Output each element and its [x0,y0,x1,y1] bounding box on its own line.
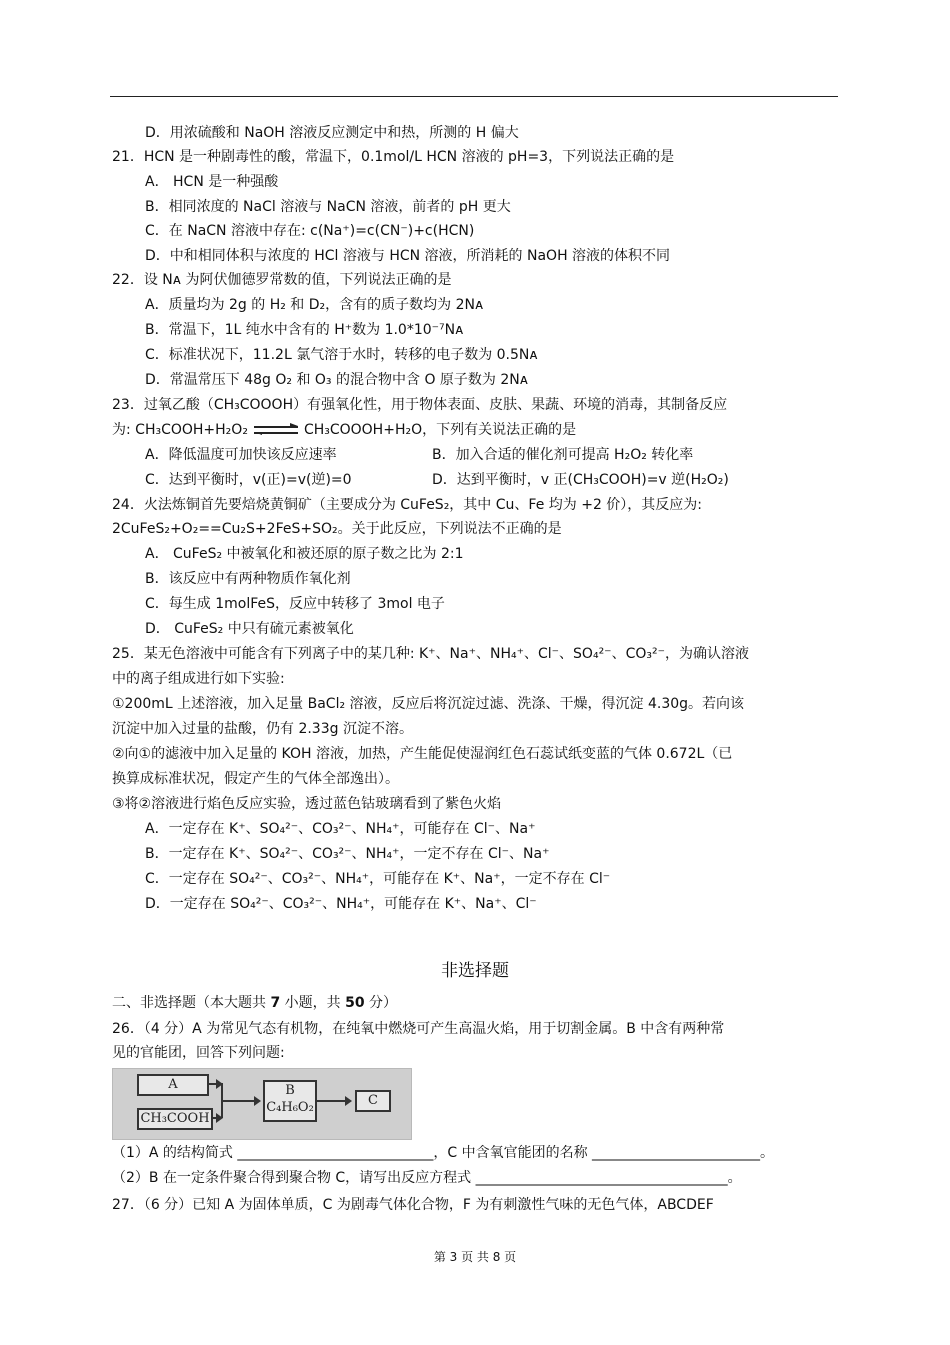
header-rule [110,96,838,97]
text-line: 换算成标准状况，假定产生的气体全部逸出）。 [112,771,399,787]
sub-question-1: （1）A 的结构简式 ____________________________，C 中含氧官能团的名称 ________________________。 [112,1145,775,1161]
question-22: 22．设 Nᴀ 为阿伏伽德罗常数的值，下列说法正确的是 [112,272,452,288]
question-23: 23．过氧乙酸（CH₃COOOH）有强氧化性，用于物体表面、皮肤、果蔬、环境的消毒，其制备反应 [112,397,728,413]
option-line: C．一定存在 SO₄²⁻、CO₃²⁻、NH₄⁺，可能存在 K⁺、Na⁺，一定不存在 Cl⁻ [145,871,611,887]
text-line: ①200mL 上述溶液，加入足量 BaCl₂ 溶液，反应后将沉淀过滤、洗涤、干燥，得沉淀 4.30g。若向该 [112,696,745,712]
option-line: A．质量均为 2g 的 H₂ 和 D₂，含有的质子数均为 2Nᴀ [145,297,484,313]
question-24: 24．火法炼铜首先要焙烧黄铜矿（主要成分为 CuFeS₂，其中 Cu、Fe 均为 +2 价），其反应为: [112,497,703,513]
option-line: D．一定存在 SO₄²⁻、CO₃²⁻、NH₄⁺，可能存在 K⁺、Na⁺、Cl⁻ [145,896,537,912]
equilibrium-arrow-icon [254,425,298,435]
option-line: B．一定存在 K⁺、SO₄²⁻、CO₃²⁻、NH₄⁺，一定不存在 Cl⁻、Na⁺ [145,846,550,862]
option-line: A．降低温度可加快该反应速率 [145,447,337,463]
box-b-label: B [285,1083,295,1098]
option-line: D．常温常压下 48g O₂ 和 O₃ 的混合物中含 O 原子数为 2Nᴀ [145,372,529,388]
diagram-line [207,1083,221,1085]
text-line: 中的离子组成进行如下实验: [112,671,285,687]
arrow-right-icon [317,1100,350,1102]
question-count: 7 [270,995,281,1011]
option-line: A． CuFeS₂ 中被氧化和被还原的原子数之比为 2:1 [145,546,464,562]
option-line: C．每生成 1molFeS，反应中转移了 3mol 电子 [145,596,445,612]
option-line: B．相同浓度的 NaCl 溶液与 NaCN 溶液，前者的 pH 更大 [145,199,511,215]
option-line: B．该反应中有两种物质作氧化剂 [145,571,351,587]
diagram-box-a: A [137,1074,209,1096]
reaction-line [112,421,576,439]
text-line: 2CuFeS₂+O₂==Cu₂S+2FeS+SO₂。关于此反应，下列说法不正确的是 [112,521,562,537]
page-footer: 第 3 页 共 8 页 [433,1250,517,1264]
total-score: 50 [345,995,365,1011]
reaction-right: CH₃COOOH+H₂O，下列有关说法正确的是 [303,422,577,438]
question-26: 26．（4 分）A 为常见气态有机物，在纯氧中燃烧可产生高温火焰，用于切割金属。B 中含有两种常 [112,1021,725,1037]
option-line: C．达到平衡时，v(正)=v(逆)=0 [145,472,352,488]
option-line: D．达到平衡时，v 正(CH₃COOH)=v 逆(H₂O₂) [432,472,729,488]
option-line: D．中和相同体积与浓度的 HCl 溶液与 HCN 溶液，所消耗的 NaOH 溶液的体积不同 [145,248,671,264]
option-line: A．一定存在 K⁺、SO₄²⁻、CO₃²⁻、NH₄⁺，可能存在 Cl⁻、Na⁺ [145,821,536,837]
option-line: B．加入合适的催化剂可提高 H₂O₂ 转化率 [432,447,694,463]
diagram-line [211,1117,221,1119]
section-heading [112,994,397,1012]
reaction-left: 为: CH₃COOH+H₂O₂ [112,422,248,438]
option-line: C．在 NaCN 溶液中存在: c(Na⁺)=c(CN⁻)+c(HCN) [145,223,475,239]
text-line: ②向①的滤液中加入足量的 KOH 溶液，加热，产生能促使湿润红色石蕊试纸变蓝的气体 0.672L（已 [112,746,733,762]
section-title: 非选择题 [441,961,509,981]
diagram-box-b [263,1080,317,1122]
question-27: 27．（6 分）已知 A 为固体单质，C 为剧毒气体化合物，F 为有刺激性气味的无色气体，ABCDEF [112,1197,714,1213]
option-line: D． CuFeS₂ 中只有硫元素被氧化 [145,621,354,637]
section-heading-part: 分） [364,995,398,1011]
option-line: B．常温下，1L 纯水中含有的 H⁺数为 1.0*10⁻⁷Nᴀ [145,322,464,338]
text-line: 见的官能团，回答下列问题: [112,1045,285,1061]
section-heading-part: 二、非选择题（本大题共 [112,995,271,1011]
diagram-box-c: C [355,1090,391,1112]
arrow-right-icon [221,1100,259,1102]
question-25: 25．某无色溶液中可能含有下列离子中的某几种: K⁺、Na⁺、NH₄⁺、Cl⁻、SO₄²⁻、CO₃²⁻，为确认溶液 [112,646,749,662]
option-line: A． HCN 是一种强酸 [145,174,279,190]
question-21: 21．HCN 是一种剧毒性的酸，常温下，0.1mol/L HCN 溶液的 pH=3，下列说法正确的是 [112,149,675,165]
reaction-diagram [112,1068,412,1140]
section-heading-part: 小题，共 [280,995,346,1011]
option-line: C．标准状况下，11.2L 氯气溶于水时，转移的电子数为 0.5Nᴀ [145,347,538,363]
text-line: ③将②溶液进行焰色反应实验，透过蓝色钴玻璃看到了紫色火焰 [112,796,502,812]
text-line: D．用浓硫酸和 NaOH 溶液反应测定中和热，所测的 H 偏大 [145,125,519,141]
diagram-box-ch3cooh: CH₃COOH [137,1108,213,1130]
text-line: 沉淀中加入过量的盐酸，仍有 2.33g 沉淀不溶。 [112,721,413,737]
box-b-formula: C₄H₆O₂ [266,1100,314,1115]
sub-question-2: （2）B 在一定条件聚合得到聚合物 C，请写出反应方程式 ____________________________________。 [112,1170,742,1186]
